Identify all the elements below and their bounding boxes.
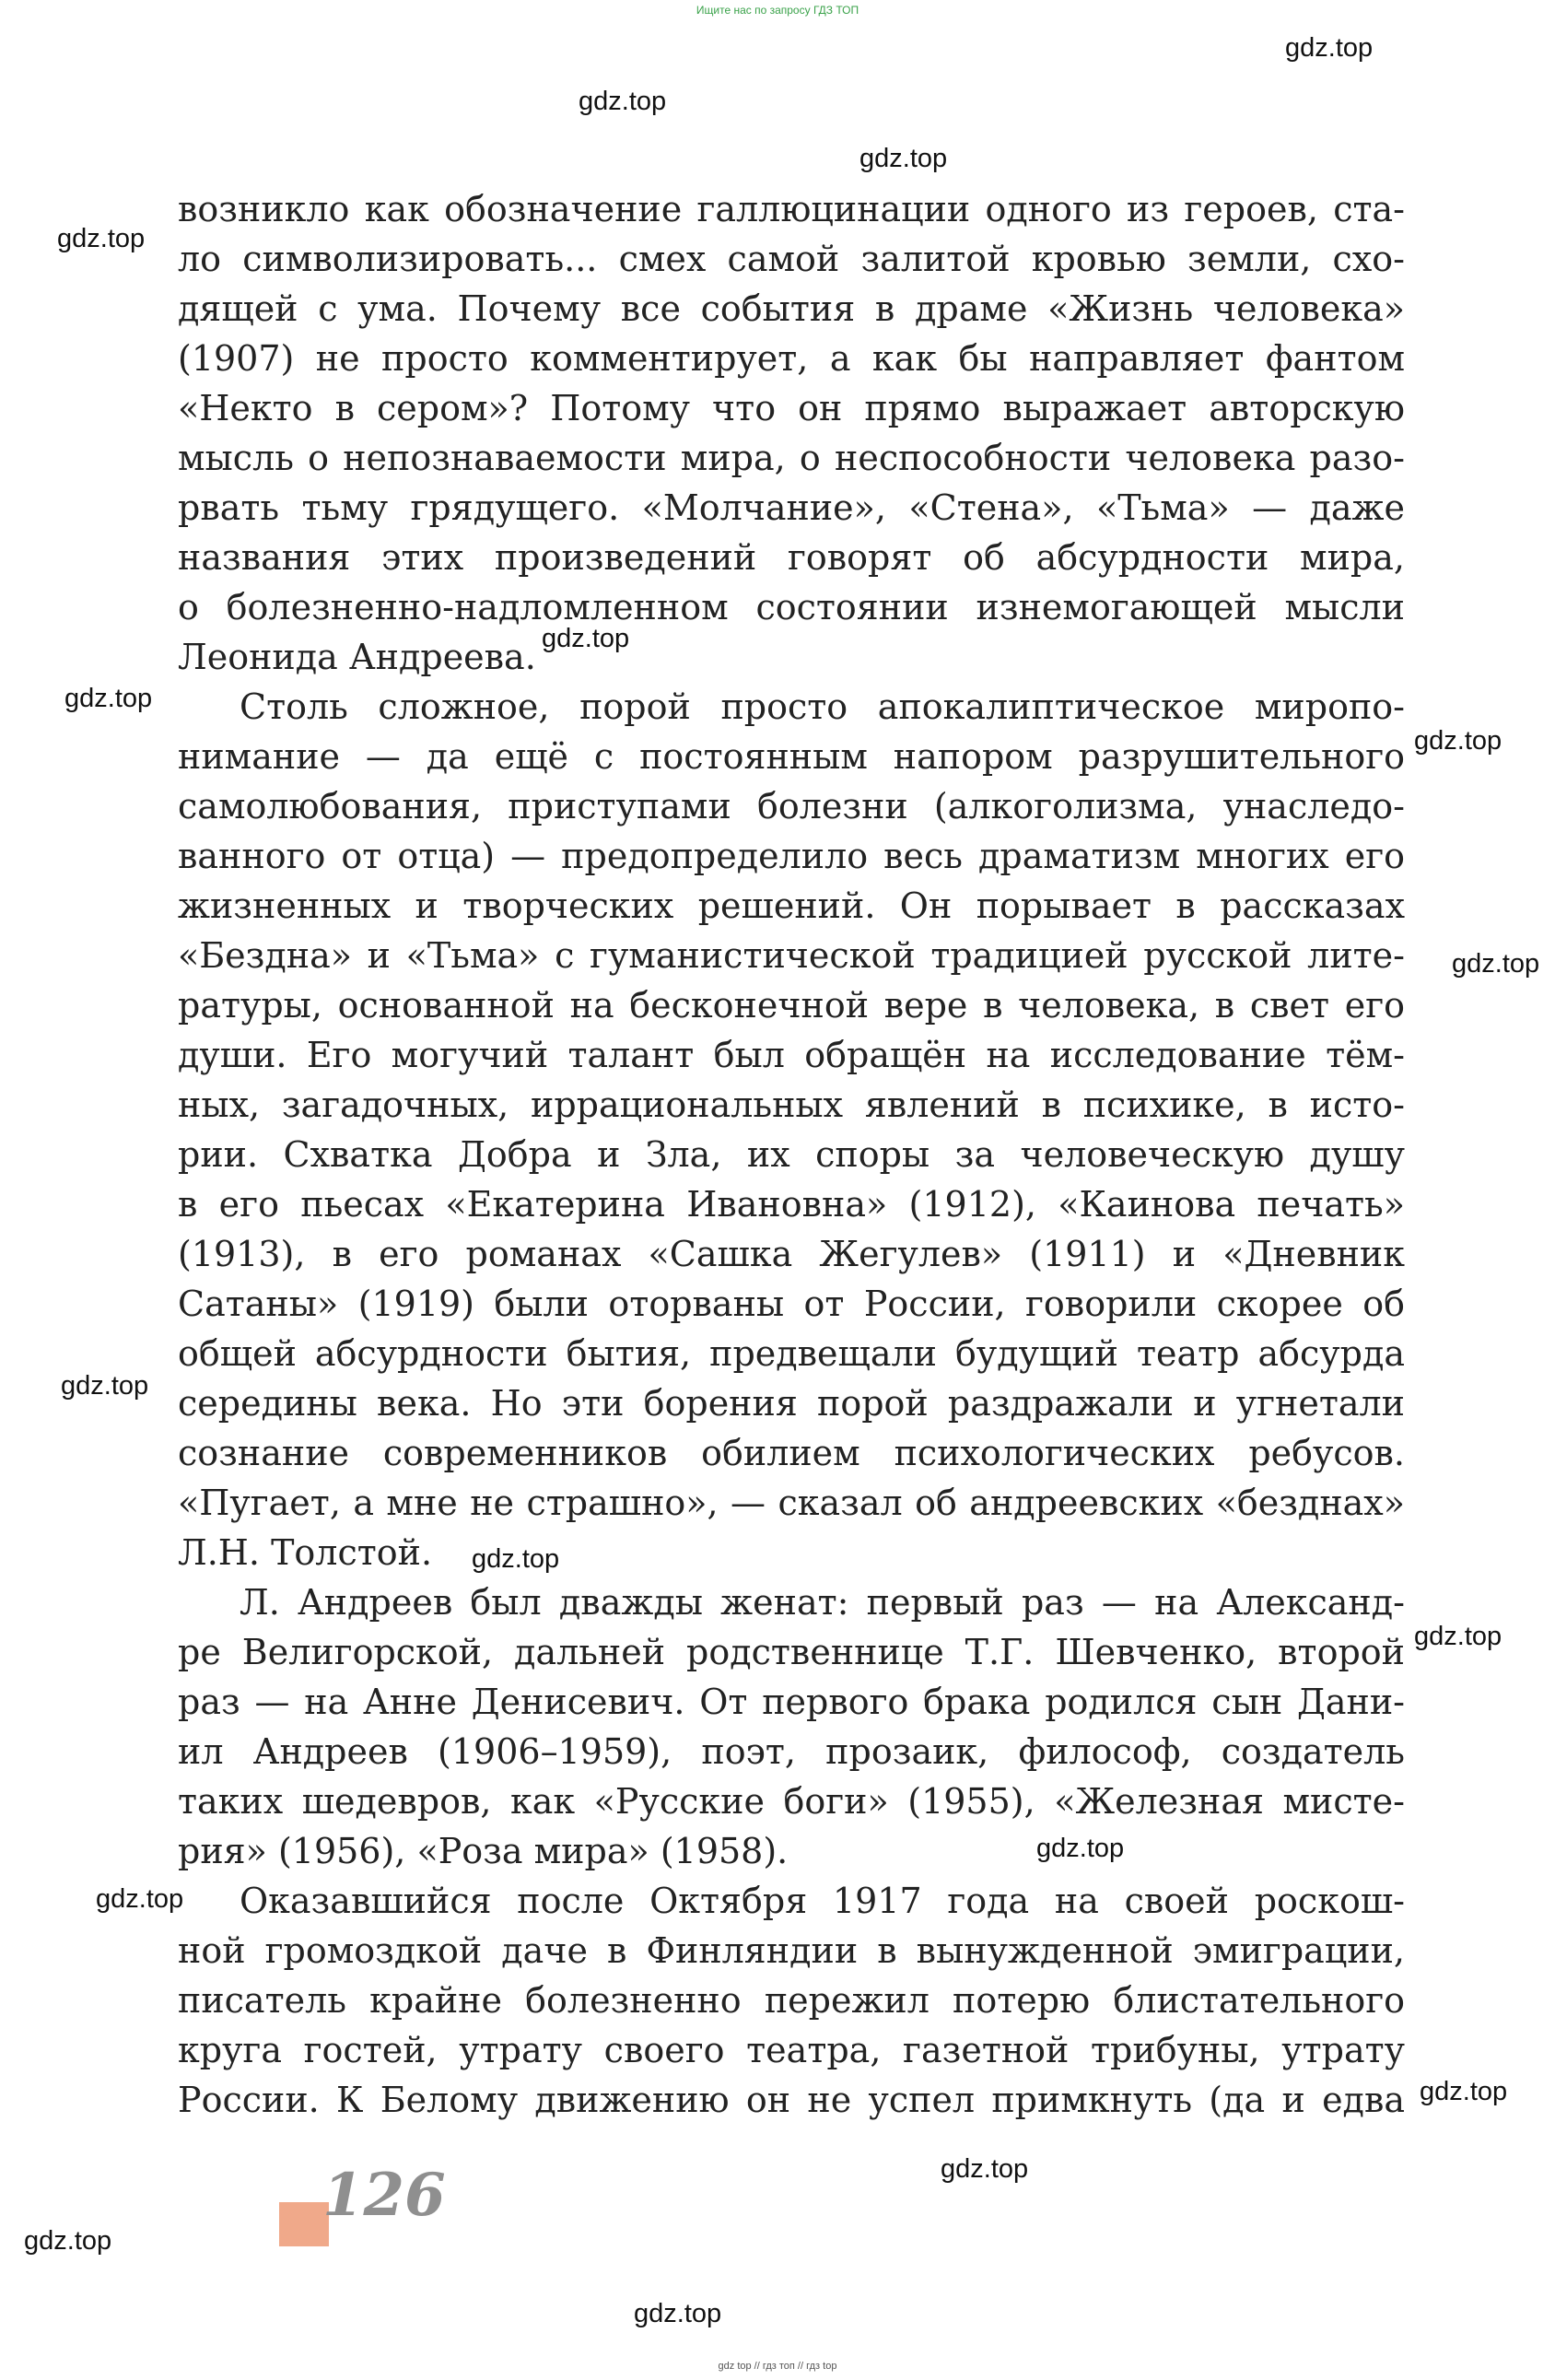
text-line: ных, загадочных, иррациональных явлений в психике, в исто-	[178, 1084, 1405, 1125]
text-line: ил Андреев (1906–1959), поэт, прозаик, философ, создатель	[178, 1731, 1405, 1772]
text-line: общей абсурдности бытия, предвещали будущий театр абсурда	[178, 1333, 1405, 1374]
text-line: ре Велигорской, дальней родственнице Т.Г. Шевченко, второй	[178, 1632, 1405, 1672]
watermark: gdz.top	[1285, 33, 1374, 63]
search-banner: Ищите нас по запросу ГДЗ ТОП	[696, 4, 859, 17]
page-number-marker	[279, 2202, 329, 2246]
watermark: gdz.top	[579, 87, 667, 116]
text-line: Столь сложное, порой просто апокалиптическое миропо-	[240, 686, 1405, 727]
watermark: gdz.top	[472, 1544, 560, 1574]
watermark: gdz.top	[96, 1884, 184, 1914]
watermark: gdz.top	[634, 2299, 722, 2328]
paragraph	[178, 682, 1405, 1577]
text-line: Л.Н. Толстой.	[178, 1532, 433, 1573]
page-number: 126	[322, 2161, 446, 2230]
text-line: ной громоздкой даче в Финляндии в вынужденной эмиграции,	[178, 1930, 1405, 1971]
body-text	[178, 184, 1405, 2125]
text-line: Оказавшийся после Октября 1917 года на своей роскош-	[240, 1881, 1405, 1921]
text-line: Сатаны» (1919) были оторваны от России, говорили скорее об	[178, 1284, 1405, 1324]
text-line: Л. Андреев был дважды женат: первый раз — на Александ-	[240, 1582, 1405, 1623]
text-line: самолюбования, приступами болезни (алкоголизма, унаследо-	[178, 786, 1405, 827]
watermark: gdz.top	[1414, 726, 1502, 756]
text-line: ванного от отца) — предопределило весь драматизм многих его	[178, 836, 1405, 876]
text-line: жизненных и творческих решений. Он порывает в рассказах	[178, 885, 1405, 926]
paragraph	[178, 1577, 1405, 1876]
text-line: дящей с ума. Почему все события в драме «Жизнь человека»	[178, 288, 1405, 329]
paragraph	[178, 1876, 1405, 2125]
watermark: gdz.top	[57, 224, 146, 253]
text-line: рии. Схватка Добра и Зла, их споры за человеческую душу	[178, 1134, 1405, 1175]
text-line: рвать тьму грядущего. «Молчание», «Стена», «Тьма» — даже	[178, 487, 1405, 528]
text-line: России. К Белому движению он не успел примкнуть (да и едва	[178, 2080, 1405, 2120]
watermark: gdz.top	[24, 2226, 112, 2256]
text-line: названия этих произведений говорят об абсурдности мира,	[178, 537, 1405, 578]
text-line: рия» (1956), «Роза мира» (1958).	[178, 1831, 789, 1871]
text-line: души. Его могучий талант был обращён на исследование тём-	[178, 1035, 1405, 1075]
text-line: «Бездна» и «Тьма» с гуманистической традицией русской лите-	[178, 935, 1405, 976]
text-line: сознание современников обилием психологических ребусов.	[178, 1433, 1405, 1473]
text-line: таких шедевров, как «Русские боги» (1955), «Железная мисте-	[178, 1781, 1405, 1822]
watermark: gdz.top	[1414, 1622, 1502, 1651]
text-line: нимание — да ещё с постоянным напором разрушительного	[178, 736, 1405, 777]
footer-links: gdz top // гдз топ // гдз top	[718, 2361, 837, 2372]
text-line: писатель крайне болезненно пережил потерю блистательного	[178, 1980, 1405, 2021]
watermark: gdz.top	[1420, 2077, 1508, 2106]
text-line: раз — на Анне Денисевич. От первого брака родился сын Дани-	[178, 1682, 1405, 1722]
text-line: середины века. Но эти борения порой раздражали и угнетали	[178, 1383, 1405, 1424]
watermark: gdz.top	[1036, 1834, 1125, 1863]
text-line: круга гостей, утрату своего театра, газетной трибуны, утрату	[178, 2030, 1405, 2070]
text-line: (1913), в его романах «Сашка Жегулев» (1911) и «Дневник	[178, 1234, 1405, 1274]
text-line: возникло как обозначение галлюцинации одного из героев, ста-	[178, 189, 1405, 229]
watermark: gdz.top	[64, 684, 153, 713]
watermark: gdz.top	[542, 624, 630, 653]
watermark: gdz.top	[1452, 949, 1540, 979]
text-line: Леонида Андреева.	[178, 637, 536, 677]
watermark: gdz.top	[941, 2154, 1029, 2184]
watermark: gdz.top	[61, 1371, 149, 1401]
text-line: ло символизировать... смех самой залитой кровью земли, схо-	[178, 239, 1405, 279]
text-line: мысль о непознаваемости мира, о неспособности человека разо-	[178, 438, 1405, 478]
text-line: «Некто в сером»? Потому что он прямо выражает авторскую	[178, 388, 1405, 428]
text-line: в его пьесах «Екатерина Ивановна» (1912), «Каинова печать»	[178, 1184, 1405, 1225]
paragraph	[178, 184, 1405, 682]
text-line: о болезненно-надломленном состоянии изнемогающей мысли	[178, 587, 1405, 627]
text-line: «Пугает, а мне не страшно», — сказал об андреевских «безднах»	[178, 1483, 1405, 1523]
watermark: gdz.top	[859, 144, 948, 173]
text-line: ратуры, основанной на бесконечной вере в человека, в свет его	[178, 985, 1405, 1026]
text-line: (1907) не просто комментирует, а как бы направляет фантом	[178, 338, 1405, 379]
